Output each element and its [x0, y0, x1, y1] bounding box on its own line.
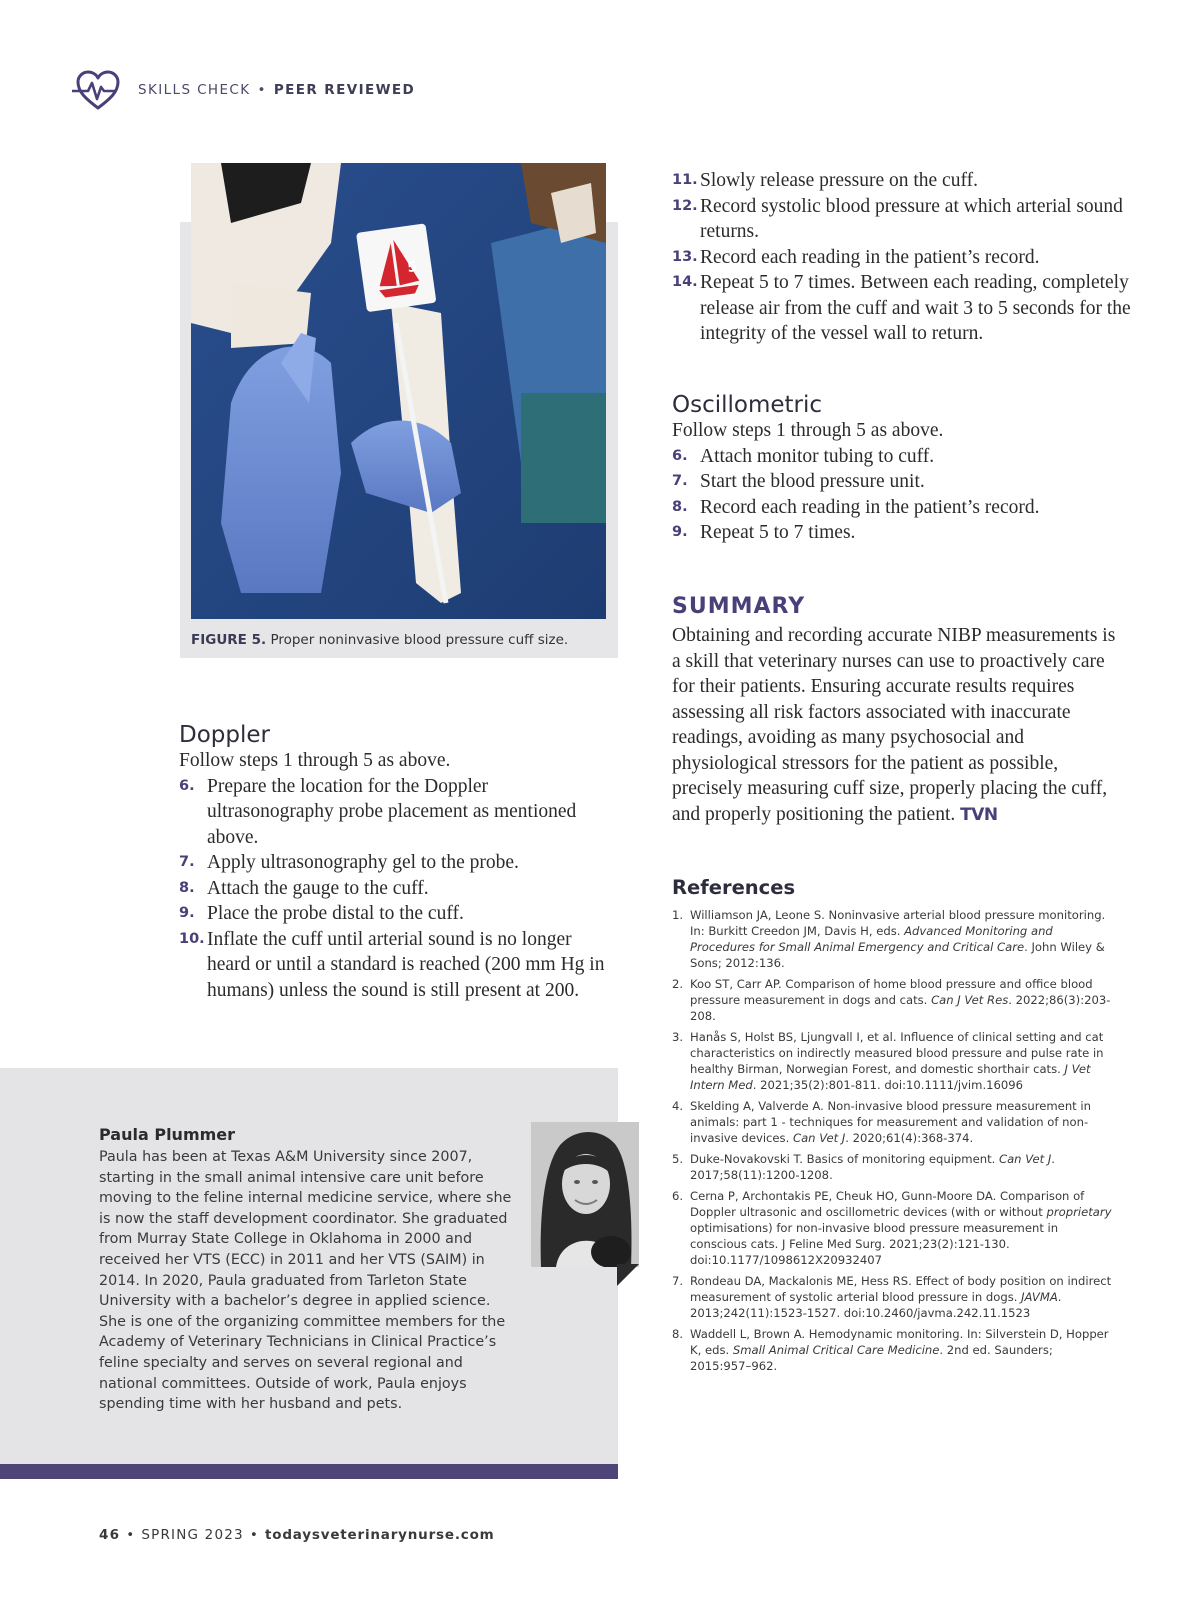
doppler-step [179, 774, 619, 851]
reference-number: 8. [672, 1327, 684, 1341]
reference-text-end: . 2020;61(4):368-374. [845, 1131, 974, 1145]
heart-pulse-icon [72, 68, 124, 112]
step-number: 6. [672, 447, 688, 464]
step-text: Repeat 5 to 7 times. [700, 522, 856, 543]
reference-text: Duke-Novakovski T. Basics of monitoring equipment. [690, 1152, 999, 1166]
reference-text-end: . John Wiley & Sons; 2012:136. [690, 940, 1105, 970]
oscillometric-intro: Follow steps 1 through 5 as above. [672, 420, 944, 441]
reference-item [672, 1273, 1112, 1321]
oscillometric-heading: Oscillometric [672, 392, 823, 418]
step-number: 10. [179, 930, 205, 947]
step-text: Record each reading in the patient’s record. [700, 496, 1040, 518]
reference-item [672, 976, 1112, 1024]
figure-photo [191, 163, 606, 619]
step-text: Inflate the cuff until arterial sound is no longer heard or until a standard is reached (200 mm Hg in humans) unless the sound is still present at 200. [207, 928, 605, 1001]
reference-item [672, 1326, 1112, 1374]
step-number: 7. [179, 854, 195, 870]
page-header [72, 68, 415, 112]
step-number: 13. [672, 248, 698, 265]
reference-text: Hanås S, Holst BS, Ljungvall I, et al. Influence of clinical setting and cat characteristics on indirectly measured blood pressure and pulse rate in healthy Birman, Norwegian Forest, and domestic shorthair cats. [690, 1030, 1104, 1076]
doppler-step [179, 927, 619, 1004]
reference-number: 7. [672, 1274, 684, 1288]
step-text: Slowly release pressure on the cuff. [700, 170, 978, 191]
step-text: Repeat 5 to 7 times. Between each reading, completely release air from the cuff and wait 3 to 5 seconds for the integrity of the vessel wall to return. [700, 272, 1131, 344]
cuff-number: 5 [406, 258, 419, 277]
page-number: 46 [99, 1527, 121, 1543]
header-separator: • [257, 82, 267, 98]
reference-number: 1. [672, 908, 684, 922]
doppler-step [179, 850, 619, 876]
reference-number: 5. [672, 1152, 684, 1166]
reference-source: J Vet Intern Med [690, 1062, 1091, 1092]
step-text: Prepare the location for the Doppler ultrasonography probe placement as mentioned above. [207, 775, 577, 848]
step-number: 9. [672, 524, 688, 540]
doppler-step [179, 876, 619, 902]
reference-text: Waddell L, Brown A. Hemodynamic monitoring. In: Silverstein D, Hopper K, eds. [690, 1327, 1109, 1357]
references-list [672, 907, 1112, 1374]
step-text: Attach monitor tubing to cuff. [700, 445, 935, 467]
oscillometric-steps [672, 444, 1142, 546]
summary-section [672, 594, 1122, 828]
doppler-intro: Follow steps 1 through 5 as above. [179, 750, 451, 771]
doppler-step [672, 194, 1142, 245]
footer-separator: • [126, 1527, 136, 1543]
reference-text-end: . 2017;58(11):1200-1208. [690, 1152, 1055, 1182]
step-text: Start the blood pressure unit. [700, 471, 925, 492]
reference-text: Rondeau DA, Mackalonis ME, Hess RS. Effect of body position on indirect measurement of systolic arterial blood pressure in dogs. [690, 1274, 1112, 1304]
references-heading: References [672, 876, 796, 899]
oscillometric-step [672, 520, 1142, 546]
reference-number: 3. [672, 1030, 684, 1044]
reference-item [672, 1151, 1112, 1183]
doppler-steps-continued [672, 168, 1142, 347]
reference-source: proprietary [1046, 1205, 1112, 1219]
doppler-heading: Doppler [179, 722, 270, 748]
reference-text-end: . 2nd ed. Saunders; 2015:957–962. [690, 1343, 1053, 1373]
step-number: 11. [672, 172, 698, 188]
step-text: Record systolic blood pressure at which arterial sound returns. [700, 195, 1123, 242]
reference-text-end: optimisations) for non-invasive blood pressure measurement in conscious cats. J Feline Med Surg. 2021;23(2):121-130. doi:10.1177/1098612X20932407 [690, 1221, 1059, 1267]
reference-item [672, 907, 1112, 971]
doppler-step [672, 245, 1142, 271]
reference-item [672, 1029, 1112, 1093]
section-name: SKILLS CHECK [138, 82, 251, 98]
step-number: 7. [672, 473, 688, 489]
reference-item [672, 1098, 1112, 1146]
reference-source: Small Animal Critical Care Medicine [732, 1343, 940, 1357]
summary-body: Obtaining and recording accurate NIBP measurements is a skill that veterinary nurses can use to proactively care for their patients. Ensuring accurate results requires assessing all risk factors associated with inaccurate readings, avoiding as many psychosocial and physiological stressors for the patient as possible, precisely measuring cuff size, properly placing the cuff, and properly positioning the patient. [672, 625, 1116, 825]
step-text: Place the probe distal to the cuff. [207, 903, 464, 924]
step-number: 8. [672, 498, 688, 515]
figure-label: FIGURE 5. [191, 632, 267, 648]
reference-number: 6. [672, 1189, 684, 1203]
author-panel-accent-bar [0, 1464, 618, 1479]
reference-text: Koo ST, Carr AP. Comparison of home blood pressure and office blood pressure measurement in dogs and cats. [690, 977, 1093, 1007]
step-number: 14. [672, 274, 698, 290]
reference-text-end: . 2013;242(11):1523-1527. doi:10.2460/javma.242.11.1523 [690, 1290, 1062, 1320]
step-text: Apply ultrasonography gel to the probe. [207, 852, 519, 873]
reference-text: Williamson JA, Leone S. Noninvasive arterial blood pressure monitoring. In: Burkitt Creedon JM, Davis H, eds. [690, 908, 1106, 938]
step-text: Attach the gauge to the cuff. [207, 877, 429, 899]
step-number: 6. [179, 777, 195, 794]
reference-text-end: . 2021;35(2):801-811. doi:10.1111/jvim.16096 [752, 1078, 1024, 1092]
oscillometric-step [672, 469, 1142, 495]
summary-text [672, 623, 1122, 828]
step-number: 9. [179, 905, 195, 921]
reference-source: Can J Vet Res [931, 993, 1009, 1007]
oscillometric-section [672, 392, 1142, 546]
doppler-section [179, 722, 619, 1003]
reference-text: Skelding A, Valverde A. Non-invasive blood pressure measurement in animals: part 1 - techniques for measurement and validation of non-invasive devices. [690, 1099, 1091, 1145]
doppler-step [179, 901, 619, 927]
reference-item [672, 1188, 1112, 1268]
footer-separator: • [249, 1527, 260, 1543]
doppler-continued [672, 168, 1142, 347]
section-label [138, 82, 415, 98]
oscillometric-step [672, 495, 1142, 521]
reference-text: Cerna P, Archontakis PE, Cheuk HO, Gunn-Moore DA. Comparison of Doppler ultrasonic and oscillometric devices (with or without [690, 1189, 1085, 1219]
reference-source: Advanced Monitoring and Procedures for Small Animal Emergency and Critical Care [690, 924, 1053, 954]
reference-source: Can Vet J [998, 1152, 1052, 1166]
oscillometric-step [672, 444, 1142, 470]
doppler-step [672, 168, 1142, 194]
author-bio: Paula has been at Texas A&M University since 2007, starting in the small animal intensive care unit before moving to the feline internal medicine service, where she is now the staff development coordinator. She graduated from Murray State College in Oklahoma in 2000 and received her VTS (ECC) in 2011 and her VTS (SAIM) in 2014. In 2020, Paula graduated from Tarleton State University with a bachelor’s degree in applied science. She is one of the organizing committee members for the Academy of Veterinary Technicians in Clinical Practice’s feline specialty and serves on several regional and national committees. Outside of work, Paula enjoys spending time with her husband and pets. [99, 1149, 512, 1413]
step-text: Record each reading in the patient’s record. [700, 246, 1040, 268]
doppler-steps [179, 774, 619, 1004]
author-photo [531, 1122, 639, 1267]
photo-corner-decoration [617, 1264, 639, 1286]
step-number: 12. [672, 197, 698, 214]
peer-reviewed-tag: PEER REVIEWED [273, 82, 416, 98]
tvn-end-mark: TVN [960, 804, 998, 825]
doppler-step [672, 270, 1142, 347]
figure-caption-text: Proper noninvasive blood pressure cuff size. [270, 632, 569, 648]
page-footer [99, 1527, 495, 1543]
summary-heading: SUMMARY [672, 594, 806, 619]
reference-text-end: . 2022;86(3):203-208. [690, 993, 1111, 1023]
author-name: Paula Plummer [99, 1125, 236, 1144]
reference-number: 4. [672, 1099, 684, 1113]
figure-caption [191, 632, 611, 648]
step-number: 8. [179, 879, 195, 896]
issue-label: SPRING 2023 [141, 1527, 244, 1543]
references-section [672, 876, 1112, 1379]
reference-source: JAVMA [1021, 1290, 1058, 1304]
reference-source: Can Vet J [792, 1131, 846, 1145]
site-link[interactable]: todaysveterinarynurse.com [265, 1527, 495, 1543]
reference-number: 2. [672, 977, 684, 991]
